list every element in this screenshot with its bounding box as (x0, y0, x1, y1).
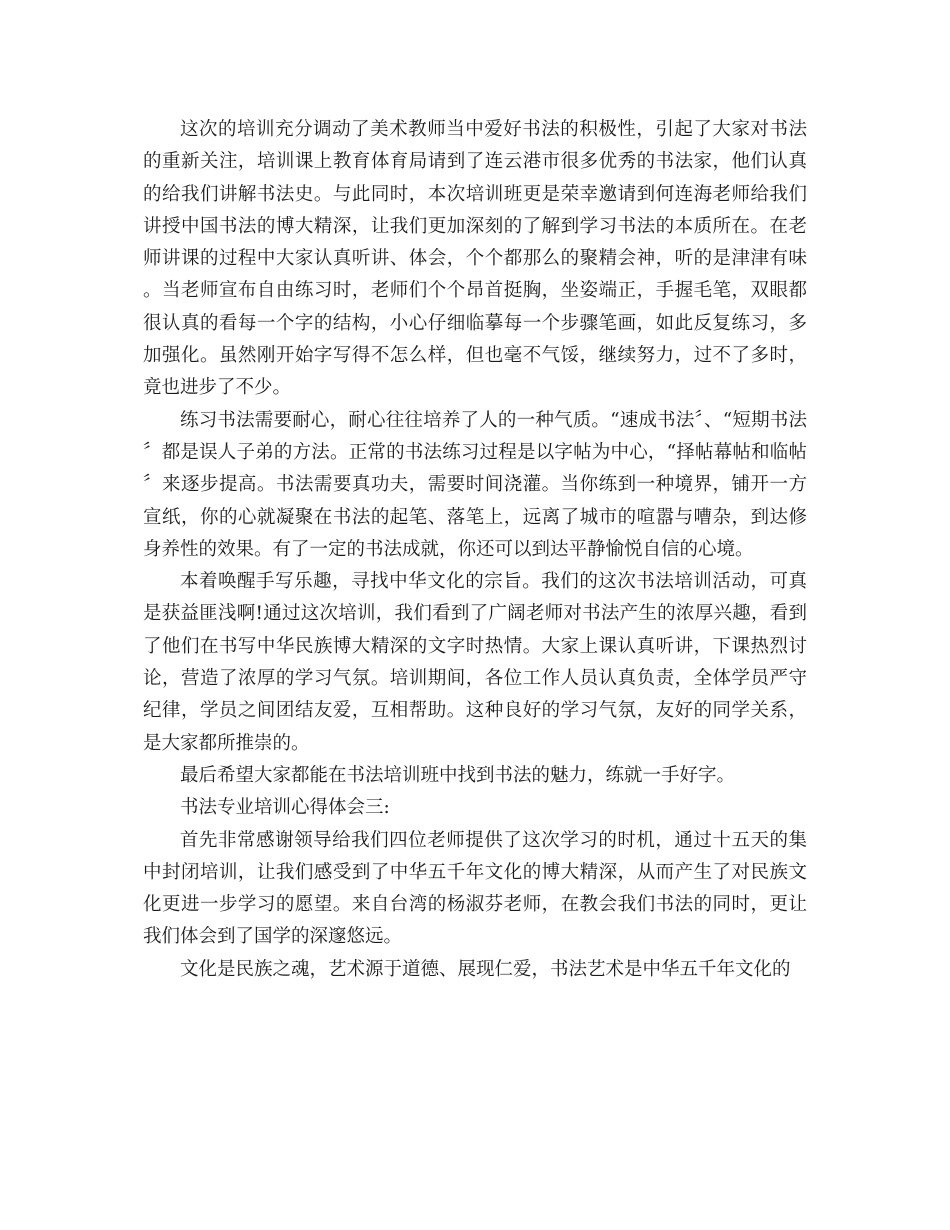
document-body (143, 114, 807, 986)
paragraph-5: 首先非常感谢领导给我们四位老师提供了这次学习的时机，通过十五天的集中封闭培训，让我们感受到了中华五千年文化的博大精深，从而产生了对民族文化更进一步学习的愿望。来自台湾的杨淑芬老师，在教会我们书法的同时，更让我们体会到了国学的深邃悠远。 (143, 829, 807, 948)
section-heading: 书法专业培训心得体会三: (180, 797, 390, 819)
paragraph-6: 文化是民族之魂，艺术源于道德、展现仁爱，书法艺术是中华五千年文化的 (180, 958, 791, 980)
paragraph-3: 本着唤醒手写乐趣，寻找中华文化的宗旨。我们的这次书法培训活动，可真是获益匪浅啊!通过这次培训，我们看到了广阔老师对书法产生的浓厚兴趣，看到了他们在书写中华民族博大精深的文字时热情。大家上课认真听讲，下课热烈讨论，营造了浓厚的学习气氛。培训期间，各位工作人员认真负责，全体学员严守纪律，学员之间团结友爱，互相帮助。这种良好的学习气氛，友好的同学关系，是大家都所推崇的。 (143, 571, 807, 754)
paragraph-2: 练习书法需要耐心，耐心往往培养了人的一种气质。“速成书法〞、“短期书法〞都是误人子弟的方法。正常的书法练习过程是以字帖为中心，“择帖幕帖和临帖〞来逐步提高。书法需要真功夫，需要时间浇灌。当你练到一种境界，铺开一方宣纸，你的心就凝聚在书法的起笔、落笔上，远离了城市的喧嚣与嘈杂，到达修身养性的效果。有了一定的书法成就，你还可以到达平静愉悦自信的心境。 (143, 409, 807, 560)
paragraph-1: 这次的培训充分调动了美术教师当中爱好书法的积极性，引起了大家对书法的重新关注，培训课上教育体育局请到了连云港市很多优秀的书法家，他们认真的给我们讲解书法史。与此同时，本次培训班更是荣幸邀请到何连海老师给我们讲授中国书法的博大精深，让我们更加深刻的了解到学习书法的本质所在。在老师讲课的过程中大家认真听讲、体会，个个都那么的聚精会神，听的是津津有味。当老师宣布自由练习时，老师们个个昂首挺胸，坐姿端正，手握毛笔，双眼都很认真的看每一个字的结构，小心仔细临摹每一个步骤笔画，如此反复练习，多加强化。虽然刚开始字写得不怎么样，但也毫不气馁，继续努力，过不了多时，竟也进步了不少。 (143, 119, 807, 399)
paragraph-4: 最后希望大家都能在书法培训班中找到书法的魅力，练就一手好字。 (180, 764, 736, 786)
